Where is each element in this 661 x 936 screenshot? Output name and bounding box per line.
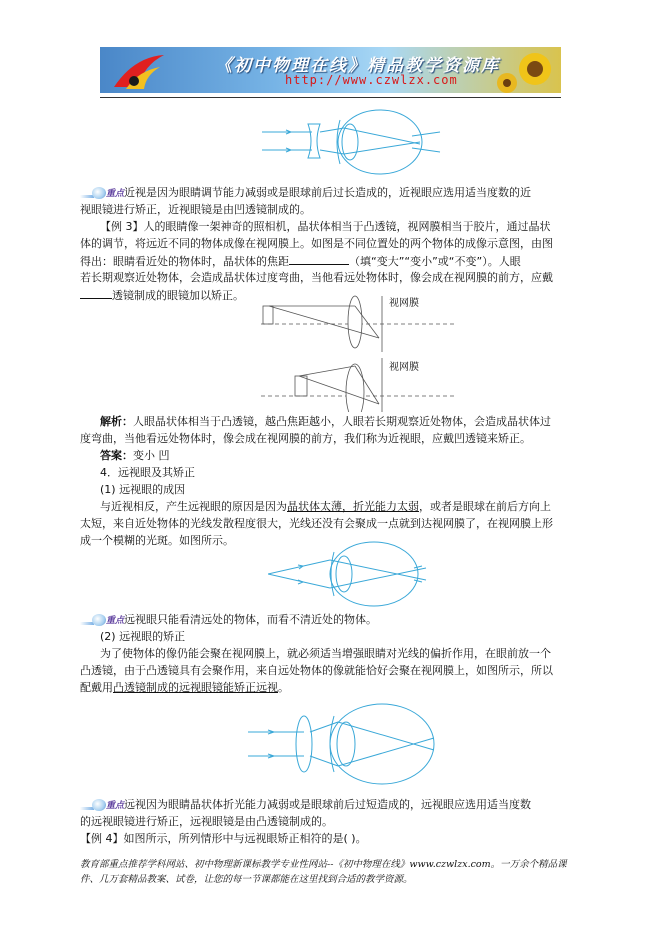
section4-p1-line2: 太短，来自近处物体的光线发散程度很大，光线还没有会聚成一点就到达视网膜了，在视网膜上形 xyxy=(80,517,553,530)
key-point-hyperopia: 重点 远视眼只能看清远处的物体，而看不清近处的物体。 xyxy=(80,612,600,628)
answer-line: 答案：变小 凹 xyxy=(100,449,170,462)
key-point-hyperopia-correction: 重点 远视因为眼睛晶状体折光能力减弱或是眼球前后过短造成的，远视眼应选用适当度数 xyxy=(80,797,600,813)
example3-line4: 若长期观察近处物体，会造成晶状体过度弯曲，当他看远处物体时，像会成在视网膜的前方，应戴 xyxy=(80,271,553,284)
header-url[interactable]: http://www.czwlzx.com xyxy=(285,73,458,87)
example3-line3: 得出：眼睛看近处的物体时，晶状体的焦距 （填“变大”“变小”或“不变”）。人眼 xyxy=(80,255,521,268)
figure-hyperopia xyxy=(268,540,438,608)
hyperopia-correction-diagram xyxy=(248,700,448,788)
key-point-badge: 重点 xyxy=(80,186,122,200)
section4-p1-line1: 与近视相反，产生远视眼的原因是因为晶状体太薄，折光能力太弱，或者是眼球在前后方向上 xyxy=(100,500,551,513)
example3-line5: 透镜制成的眼镜加以矫正。 xyxy=(80,287,600,304)
footer xyxy=(80,857,600,887)
analysis-line2: 度弯曲，当他看远处物体时，像会成在视网膜的前方，我们称为近视眼，应戴凹透镜来矫正。 xyxy=(80,432,531,445)
figure-lens-focal xyxy=(255,292,455,412)
retina-label-bottom: 视网膜 xyxy=(389,362,419,373)
figure-myopia-correction xyxy=(262,106,442,178)
footer-line2: 件、几万套精品教案、试卷，让您的每一节课都能在这里找到合适的教学资源。 xyxy=(80,874,413,885)
section4-p2-line3: 配戴用凸透镜制成的远视眼镜能矫正远视。 xyxy=(80,681,289,694)
section4-title: 4．远视眼及其矫正 xyxy=(100,466,195,479)
answer-blank-2[interactable] xyxy=(80,287,112,299)
lens-focal-diagram xyxy=(255,292,455,412)
myopia-correction-diagram xyxy=(262,106,442,178)
key-point-hyperopia-correction-line2: 的远视眼镜进行矫正，远视眼镜是由凸透镜制成的。 xyxy=(80,815,333,828)
section4-p1-line3: 成一个模糊的光斑。如图所示。 xyxy=(80,534,234,547)
analysis-line1: 解析：人眼晶状体相当于凸透镜，越凸焦距越小，人眼若长期观察近处物体，会造成晶状体过 xyxy=(100,415,551,428)
key-point-myopia-line2: 视眼镜进行矫正，近视眼镜是由凹透镜制成的。 xyxy=(80,203,311,216)
logo-swirl-icon xyxy=(104,47,184,93)
example3-line2: 体的调节，将远近不同的物体成像在视网膜上。如图是不同位置处的两个物体的成像示意图，由图 xyxy=(80,237,553,250)
section4-p2-line2: 凸透镜，由于凸透镜具有会聚作用，来自远处物体的像就能恰好会聚在视网膜上，如图所示，所以 xyxy=(80,664,553,677)
key-point-myopia: 重点 近视是因为眼睛调节能力减弱或是眼球前后过长造成的，近视眼应选用适当度数的近 xyxy=(80,185,600,201)
key-point-badge-2: 重点 xyxy=(80,613,122,627)
sunflower-icon xyxy=(491,47,561,93)
section4-sub1: (1) 远视眼的成因 xyxy=(100,483,186,496)
key-point-badge-3: 重点 xyxy=(80,798,122,812)
figure-hyperopia-correction xyxy=(248,700,448,788)
footer-line1: 教育部重点推荐学科网站、初中物理新课标教学专业性网站--《初中物理在线》www.czwlzx.com。一万余个精品课 xyxy=(80,859,567,870)
section4-sub2: (2) 远视眼的矫正 xyxy=(100,630,186,643)
answer-blank-1[interactable] xyxy=(289,253,349,265)
example3-line1: 【例 3】人的眼睛像一架神奇的照相机，晶状体相当于凸透镜，视网膜相当于胶片，通过晶状 xyxy=(100,220,551,233)
header-title: 《初中物理在线》精品教学资源库 xyxy=(215,56,500,76)
example4-line: 【例 4】如图所示，所列情形中与远视眼矫正相符的是( )。 xyxy=(80,832,367,845)
hyperopia-diagram xyxy=(268,540,438,608)
retina-label-top: 视网膜 xyxy=(389,298,419,309)
header-banner xyxy=(100,47,561,93)
header-rule xyxy=(100,97,561,98)
section4-p2-line1: 为了使物体的像仍能会聚在视网膜上，就必须适当增强眼睛对光线的偏折作用，在眼前放一个 xyxy=(100,647,551,660)
